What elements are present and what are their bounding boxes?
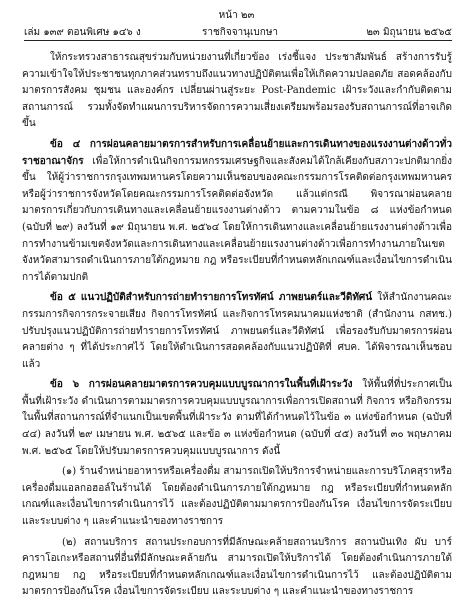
- page-number: หน้า ๒๓: [218, 10, 255, 21]
- clause-text: เพื่อให้การดำเนินกิจการมหกรรมเศรษฐกิจและสังคมได้ใกล้เคียงกับสภาวะปกติมากยิ่งขึ้น ให้ผู้ว่าราชการกรุงเทพมหานครโดยความเห็นชอบของคณะกรรมการโรคติดต่อกรุงเทพมหานคร หรือผู้ว่าราชการจังหวัดโดยคณะกรรมการโรคติดต่อจังหวัด แล้วแต่กรณี พิจารณาผ่อนคลายมาตรการเกี่ยวกับการเดินทางและเคลื่อนย้ายแรงงานต่างด้าว ตามความในข้อ ๘ แห่งข้อกำหนด (ฉบับที่ ๒๙) ลงวันที่ ๑๙ มิถุนายน พ.ศ. ๒๕๖๔ โดยให้การเดินทางและเคลื่อนย้ายแรงงานต่างด้าวเพื่อการทำงานข้ามเขตจังหวัดและการเดินทางและเคลื่อนย้ายแรงงานต่างด้าวเพื่อการทำงานภายในเขตจังหวัดสามารถดำเนินการภายใต้กฎหมาย กฎ หรือระเบียบที่กำหนดหลักเกณฑ์และเงื่อนไขการดำเนินการได้ตามปกติ: [22, 155, 452, 283]
- clause-number: ข้อ ๔: [50, 138, 81, 150]
- sub-item-number: (๒): [62, 536, 77, 548]
- clause-number: ข้อ ๕: [50, 292, 76, 304]
- clause-heading: การผ่อนคลายมาตรการสำหรับการเคลื่อนย้ายและการเดินทางของแรงงานต่างด้าวทั่วราชอาณาจักร: [22, 138, 452, 167]
- running-header: [24, 26, 452, 40]
- sub-item-1: [22, 464, 452, 530]
- clause-4: [22, 137, 452, 286]
- publication-date: ๒๓ มิถุนายน ๒๕๖๕: [366, 27, 452, 38]
- clause-heading: การผ่อนคลายมาตรการควบคุมแบบบูรณาการในพื้นที่เฝ้าระวัง: [88, 379, 353, 391]
- paragraph-text: ให้กระทรวงสาธารณสุขร่วมกับหน่วยงานที่เกี่ยวข้อง เร่งชี้แจง ประชาสัมพันธ์ สร้างการรับรู้ความเข้าใจให้ประชาชนทุกภาคส่วนทราบถึงแนวทางปฏิบัติตนเพื่อให้เกิดความปลอดภัย สอดคล้องกับมาตรการสังคม ชุมชน และองค์กร เปลี่ยนผ่านสู่ระยะ Post-Pandemic เฝ้าระวังและกำกับติดตามสถานการณ์ รวมทั้งจัดทำแผนการบริหารจัดการความเสี่ยงเตรียมพร้อมรองรับสถานการณ์ที่อาจเกิดขึ้น: [22, 52, 452, 130]
- volume-issue: เล่ม ๑๓๙ ตอนพิเศษ ๑๔๖ ง: [24, 27, 141, 38]
- sub-item-text: สถานบริการ สถานประกอบการที่มีลักษณะคล้ายสถานบริการ สถานบันเทิง ผับ บาร์ คาราโอเกะหรือสถานที่อื่นที่มีลักษณะคล้ายกัน สามารถเปิดให้บริการได้ โดยต้องดำเนินการภายใต้กฎหมาย กฎ หรือระเบียบที่กำหนดหลักเกณฑ์และเงื่อนไขการดำเนินการไว้ และต้องปฏิบัติตามมาตรการป้องกันโรค เงื่อนไขการจัดระเบียบ และระบบต่าง ๆ และคำแนะนำของทางราชการ: [22, 536, 452, 598]
- gazette-title: ราชกิจจานุเบกษา: [202, 27, 279, 38]
- clause-6: [22, 377, 452, 460]
- clause-text: ให้สำนักงานคณะกรรมการกิจการกระจายเสียง กิจการโทรทัศน์ และกิจการโทรคมนาคมแห่งชาติ (สำนักงาน กสทช.) ปรับปรุงแนวปฏิบัติการถ่ายทำรายการโทรทัศน์ ภาพยนตร์และวีดิทัศน์ เพื่อรองรับกับมาตรการผ่อนคลายต่าง ๆ ที่ได้ประกาศไว้ โดยให้ดำเนินการสอดคล้องกับแนวปฏิบัติที่ ศบค. ได้พิจารณาเห็นชอบแล้ว: [22, 292, 452, 370]
- sub-item-text: ร้านจำหน่ายอาหารหรือเครื่องดื่ม สามารถเปิดให้บริการจำหน่ายและการบริโภคสุราหรือเครื่องดื่มแอลกอฮอล์ในร้านได้ โดยต้องดำเนินการภายใต้กฎหมาย กฎ หรือระเบียบที่กำหนดหลักเกณฑ์และเงื่อนไขการดำเนินการไว้ และต้องปฏิบัติตามมาตรการป้องกันโรค เงื่อนไขการจัดระเบียบ และระบบต่าง ๆ และคำแนะนำของทางราชการ: [22, 466, 452, 528]
- clause-text: ให้พื้นที่ที่ประกาศเป็นพื้นที่เฝ้าระวัง ดำเนินการตามมาตรการควบคุมแบบบูรณาการเพื่อการเปิดสถานที่ กิจการ หรือกิจกรรมในพื้นที่สถานการณ์ที่จำแนกเป็นเขตพื้นที่เฝ้าระวัง ตามที่ได้กำหนดไว้ในข้อ ๓ แห่งข้อกำหนด (ฉบับที่ ๔๔) ลงวันที่ ๒๙ เมษายน พ.ศ. ๒๕๖๕ และข้อ ๓ แห่งข้อกำหนด (ฉบับที่ ๔๕) ลงวันที่ ๓๐ พฤษภาคม พ.ศ. ๒๕๖๕ โดยให้ปรับมาตรการควบคุมแบบบูรณาการ ดังนี้: [22, 379, 452, 457]
- clause-heading: แนวปฏิบัติสำหรับการถ่ายทำรายการโทรทัศน์ ภาพยนตร์และวีดิทัศน์: [80, 292, 373, 304]
- header-rule: [24, 40, 452, 41]
- clause-number: ข้อ ๖: [50, 379, 80, 391]
- document-body: [22, 50, 452, 605]
- paragraph-intro: [22, 50, 452, 133]
- clause-5: [22, 290, 452, 373]
- sub-item-2: [22, 535, 452, 601]
- sub-item-number: (๑): [62, 466, 77, 478]
